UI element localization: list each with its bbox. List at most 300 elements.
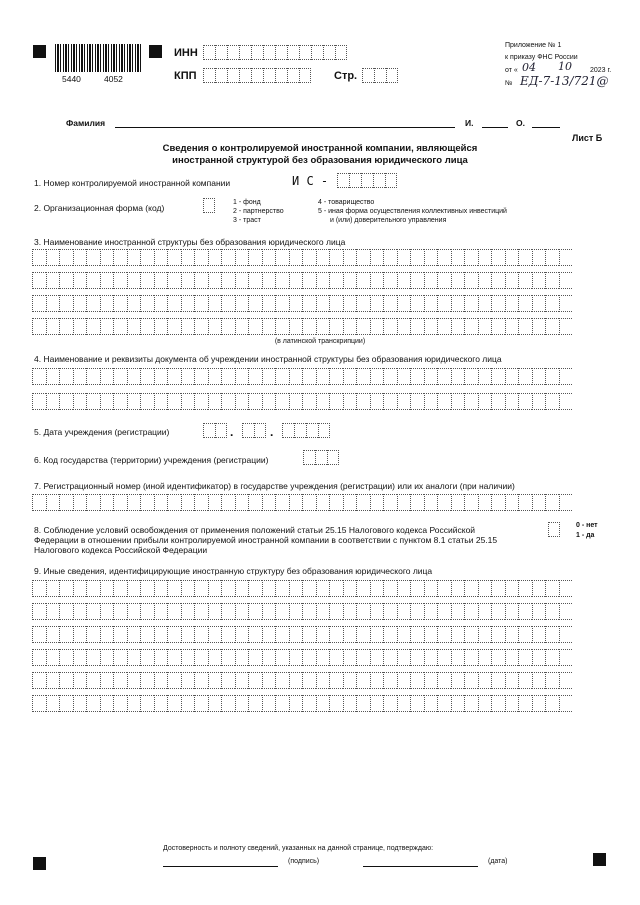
char-cell[interactable] — [262, 649, 276, 666]
char-cell[interactable] — [221, 626, 235, 643]
char-cell[interactable] — [545, 295, 559, 312]
char-cell[interactable] — [370, 626, 384, 643]
char-cell[interactable] — [532, 649, 546, 666]
char-cell[interactable] — [221, 649, 235, 666]
char-cell[interactable] — [275, 580, 289, 597]
char-cell[interactable] — [410, 318, 424, 335]
char-cell[interactable] — [505, 649, 519, 666]
char-cell[interactable] — [113, 672, 127, 689]
char-cell[interactable] — [73, 603, 87, 620]
char-cell[interactable] — [532, 672, 546, 689]
char-cell[interactable] — [289, 695, 303, 712]
char-cell[interactable] — [356, 626, 370, 643]
char-cell[interactable] — [451, 626, 465, 643]
char-cell[interactable] — [464, 249, 478, 266]
char-cell[interactable] — [491, 368, 505, 385]
char-cell[interactable] — [478, 249, 492, 266]
char-cell[interactable] — [248, 249, 262, 266]
char-cell[interactable] — [208, 580, 222, 597]
char-cell[interactable] — [302, 393, 316, 410]
char-cell[interactable] — [275, 603, 289, 620]
char-cell[interactable] — [127, 649, 141, 666]
char-cell[interactable] — [208, 368, 222, 385]
char-cell[interactable] — [46, 368, 60, 385]
char-cell[interactable] — [86, 368, 100, 385]
char-cell[interactable] — [559, 272, 573, 289]
char-cell[interactable] — [410, 672, 424, 689]
char-cell[interactable] — [316, 295, 330, 312]
char-cell[interactable] — [316, 368, 330, 385]
char-cell[interactable] — [437, 318, 451, 335]
char-cell[interactable] — [383, 318, 397, 335]
char-cell[interactable] — [140, 368, 154, 385]
char-cell[interactable] — [181, 295, 195, 312]
char-cell[interactable] — [100, 695, 114, 712]
char-cell[interactable] — [32, 249, 46, 266]
char-cell[interactable] — [316, 393, 330, 410]
char-cell[interactable] — [302, 318, 316, 335]
char-cell[interactable] — [235, 672, 249, 689]
char-cell[interactable] — [248, 318, 262, 335]
char-cell[interactable] — [262, 249, 276, 266]
char-cell[interactable] — [208, 695, 222, 712]
char-cell[interactable] — [491, 393, 505, 410]
char-cell[interactable] — [275, 672, 289, 689]
field9-row5[interactable] — [32, 672, 572, 689]
char-cell[interactable] — [491, 649, 505, 666]
char-cell[interactable] — [410, 393, 424, 410]
char-cell[interactable] — [329, 494, 343, 511]
char-cell[interactable] — [329, 272, 343, 289]
char-cell[interactable] — [194, 368, 208, 385]
char-cell[interactable] — [275, 272, 289, 289]
char-cell[interactable] — [370, 318, 384, 335]
char-cell[interactable] — [181, 272, 195, 289]
char-cell[interactable] — [194, 649, 208, 666]
char-cell[interactable] — [491, 295, 505, 312]
char-cell[interactable] — [154, 393, 168, 410]
char-cell[interactable] — [73, 295, 87, 312]
field3-row1[interactable] — [32, 249, 572, 266]
char-cell[interactable] — [356, 272, 370, 289]
char-cell[interactable] — [343, 494, 357, 511]
char-cell[interactable] — [451, 580, 465, 597]
char-cell[interactable] — [248, 603, 262, 620]
char-cell[interactable] — [46, 494, 60, 511]
char-cell[interactable] — [289, 603, 303, 620]
char-cell[interactable] — [86, 272, 100, 289]
char-cell[interactable] — [59, 295, 73, 312]
char-cell[interactable] — [478, 494, 492, 511]
char-cell[interactable] — [410, 580, 424, 597]
field5-month-cells[interactable] — [242, 423, 266, 438]
char-cell[interactable] — [559, 626, 573, 643]
char-cell[interactable] — [262, 393, 276, 410]
char-cell[interactable] — [559, 695, 573, 712]
char-cell[interactable] — [248, 272, 262, 289]
char-cell[interactable] — [194, 393, 208, 410]
char-cell[interactable] — [343, 318, 357, 335]
char-cell[interactable] — [410, 695, 424, 712]
char-cell[interactable] — [248, 626, 262, 643]
char-cell[interactable] — [451, 295, 465, 312]
char-cell[interactable] — [302, 580, 316, 597]
char-cell[interactable] — [275, 295, 289, 312]
char-cell[interactable] — [424, 272, 438, 289]
char-cell[interactable] — [221, 393, 235, 410]
char-cell[interactable] — [316, 649, 330, 666]
char-cell[interactable] — [154, 580, 168, 597]
char-cell[interactable] — [464, 580, 478, 597]
char-cell[interactable] — [167, 580, 181, 597]
char-cell[interactable] — [478, 626, 492, 643]
char-cell[interactable] — [113, 295, 127, 312]
char-cell[interactable] — [221, 249, 235, 266]
char-cell[interactable] — [559, 393, 573, 410]
char-cell[interactable] — [140, 249, 154, 266]
char-cell[interactable] — [113, 603, 127, 620]
char-cell[interactable] — [46, 580, 60, 597]
char-cell[interactable] — [113, 393, 127, 410]
char-cell[interactable] — [437, 494, 451, 511]
char-cell[interactable] — [424, 672, 438, 689]
char-cell[interactable] — [518, 272, 532, 289]
char-cell[interactable] — [208, 494, 222, 511]
char-cell[interactable] — [46, 672, 60, 689]
char-cell[interactable] — [86, 295, 100, 312]
char-cell[interactable] — [356, 494, 370, 511]
char-cell[interactable] — [289, 368, 303, 385]
char-cell[interactable] — [464, 695, 478, 712]
char-cell[interactable] — [59, 672, 73, 689]
char-cell[interactable] — [370, 695, 384, 712]
char-cell[interactable] — [127, 368, 141, 385]
char-cell[interactable] — [32, 494, 46, 511]
char-cell[interactable] — [235, 368, 249, 385]
char-cell[interactable] — [397, 272, 411, 289]
char-cell[interactable] — [329, 695, 343, 712]
char-cell[interactable] — [424, 580, 438, 597]
char-cell[interactable] — [505, 249, 519, 266]
char-cell[interactable] — [505, 272, 519, 289]
char-cell[interactable] — [46, 318, 60, 335]
char-cell[interactable] — [518, 318, 532, 335]
char-cell[interactable] — [113, 368, 127, 385]
char-cell[interactable] — [113, 695, 127, 712]
char-cell[interactable] — [289, 272, 303, 289]
char-cell[interactable] — [275, 249, 289, 266]
inn-cells[interactable] — [203, 45, 347, 60]
char-cell[interactable] — [86, 672, 100, 689]
char-cell[interactable] — [302, 494, 316, 511]
char-cell[interactable] — [410, 494, 424, 511]
char-cell[interactable] — [154, 368, 168, 385]
char-cell[interactable] — [383, 580, 397, 597]
char-cell[interactable] — [59, 580, 73, 597]
char-cell[interactable] — [127, 494, 141, 511]
char-cell[interactable] — [370, 249, 384, 266]
char-cell[interactable] — [545, 603, 559, 620]
char-cell[interactable] — [532, 626, 546, 643]
char-cell[interactable] — [208, 649, 222, 666]
char-cell[interactable] — [181, 626, 195, 643]
char-cell[interactable] — [86, 603, 100, 620]
char-cell[interactable] — [410, 272, 424, 289]
char-cell[interactable] — [127, 695, 141, 712]
char-cell[interactable] — [545, 626, 559, 643]
char-cell[interactable] — [518, 393, 532, 410]
date-line[interactable] — [363, 866, 478, 867]
char-cell[interactable] — [100, 672, 114, 689]
char-cell[interactable] — [248, 494, 262, 511]
char-cell[interactable] — [383, 295, 397, 312]
char-cell[interactable] — [505, 295, 519, 312]
char-cell[interactable] — [383, 272, 397, 289]
char-cell[interactable] — [275, 494, 289, 511]
char-cell[interactable] — [370, 295, 384, 312]
char-cell[interactable] — [424, 393, 438, 410]
char-cell[interactable] — [59, 393, 73, 410]
char-cell[interactable] — [478, 603, 492, 620]
initial-o-line[interactable] — [532, 127, 560, 128]
char-cell[interactable] — [397, 695, 411, 712]
char-cell[interactable] — [59, 626, 73, 643]
char-cell[interactable] — [559, 649, 573, 666]
char-cell[interactable] — [32, 393, 46, 410]
char-cell[interactable] — [316, 672, 330, 689]
char-cell[interactable] — [518, 626, 532, 643]
char-cell[interactable] — [505, 626, 519, 643]
char-cell[interactable] — [397, 494, 411, 511]
char-cell[interactable] — [208, 295, 222, 312]
char-cell[interactable] — [100, 649, 114, 666]
char-cell[interactable] — [464, 672, 478, 689]
char-cell[interactable] — [302, 295, 316, 312]
char-cell[interactable] — [127, 272, 141, 289]
char-cell[interactable] — [289, 393, 303, 410]
char-cell[interactable] — [73, 368, 87, 385]
char-cell[interactable] — [316, 626, 330, 643]
char-cell[interactable] — [140, 649, 154, 666]
char-cell[interactable] — [532, 295, 546, 312]
char-cell[interactable] — [100, 494, 114, 511]
char-cell[interactable] — [478, 368, 492, 385]
char-cell[interactable] — [208, 626, 222, 643]
char-cell[interactable] — [370, 393, 384, 410]
char-cell[interactable] — [302, 368, 316, 385]
char-cell[interactable] — [275, 695, 289, 712]
char-cell[interactable] — [208, 393, 222, 410]
char-cell[interactable] — [464, 626, 478, 643]
char-cell[interactable] — [478, 672, 492, 689]
char-cell[interactable] — [383, 368, 397, 385]
char-cell[interactable] — [545, 393, 559, 410]
char-cell[interactable] — [181, 249, 195, 266]
char-cell[interactable] — [194, 695, 208, 712]
char-cell[interactable] — [464, 272, 478, 289]
char-cell[interactable] — [437, 368, 451, 385]
char-cell[interactable] — [73, 393, 87, 410]
field7-row1[interactable] — [32, 494, 572, 511]
char-cell[interactable] — [113, 626, 127, 643]
char-cell[interactable] — [235, 295, 249, 312]
char-cell[interactable] — [370, 494, 384, 511]
char-cell[interactable] — [262, 272, 276, 289]
char-cell[interactable] — [127, 249, 141, 266]
char-cell[interactable] — [370, 368, 384, 385]
char-cell[interactable] — [32, 368, 46, 385]
char-cell[interactable] — [532, 272, 546, 289]
field4-row2[interactable] — [32, 393, 572, 410]
field6-cells[interactable] — [303, 450, 339, 465]
char-cell[interactable] — [424, 318, 438, 335]
char-cell[interactable] — [59, 603, 73, 620]
char-cell[interactable] — [289, 318, 303, 335]
char-cell[interactable] — [491, 580, 505, 597]
char-cell[interactable] — [262, 626, 276, 643]
char-cell[interactable] — [343, 695, 357, 712]
char-cell[interactable] — [532, 318, 546, 335]
char-cell[interactable] — [356, 580, 370, 597]
char-cell[interactable] — [275, 649, 289, 666]
char-cell[interactable] — [491, 494, 505, 511]
char-cell[interactable] — [289, 295, 303, 312]
char-cell[interactable] — [154, 626, 168, 643]
char-cell[interactable] — [46, 295, 60, 312]
char-cell[interactable] — [532, 603, 546, 620]
char-cell[interactable] — [329, 318, 343, 335]
char-cell[interactable] — [383, 672, 397, 689]
char-cell[interactable] — [424, 249, 438, 266]
char-cell[interactable] — [167, 603, 181, 620]
char-cell[interactable] — [383, 695, 397, 712]
char-cell[interactable] — [289, 494, 303, 511]
char-cell[interactable] — [451, 272, 465, 289]
char-cell[interactable] — [505, 318, 519, 335]
signature-line[interactable] — [163, 866, 278, 867]
char-cell[interactable] — [343, 580, 357, 597]
char-cell[interactable] — [262, 695, 276, 712]
char-cell[interactable] — [235, 695, 249, 712]
char-cell[interactable] — [410, 295, 424, 312]
char-cell[interactable] — [302, 603, 316, 620]
char-cell[interactable] — [559, 672, 573, 689]
char-cell[interactable] — [397, 368, 411, 385]
char-cell[interactable] — [194, 295, 208, 312]
char-cell[interactable] — [248, 580, 262, 597]
char-cell[interactable] — [559, 580, 573, 597]
char-cell[interactable] — [73, 249, 87, 266]
char-cell[interactable] — [478, 649, 492, 666]
char-cell[interactable] — [464, 603, 478, 620]
char-cell[interactable] — [262, 368, 276, 385]
char-cell[interactable] — [397, 603, 411, 620]
char-cell[interactable] — [302, 626, 316, 643]
char-cell[interactable] — [329, 368, 343, 385]
char-cell[interactable] — [140, 603, 154, 620]
char-cell[interactable] — [113, 249, 127, 266]
char-cell[interactable] — [424, 494, 438, 511]
char-cell[interactable] — [59, 494, 73, 511]
field4-row1[interactable] — [32, 368, 572, 385]
char-cell[interactable] — [518, 494, 532, 511]
char-cell[interactable] — [451, 649, 465, 666]
char-cell[interactable] — [451, 672, 465, 689]
char-cell[interactable] — [505, 695, 519, 712]
char-cell[interactable] — [86, 393, 100, 410]
char-cell[interactable] — [289, 249, 303, 266]
char-cell[interactable] — [397, 649, 411, 666]
char-cell[interactable] — [437, 295, 451, 312]
char-cell[interactable] — [532, 249, 546, 266]
char-cell[interactable] — [397, 295, 411, 312]
char-cell[interactable] — [545, 695, 559, 712]
char-cell[interactable] — [545, 368, 559, 385]
char-cell[interactable] — [518, 249, 532, 266]
char-cell[interactable] — [73, 626, 87, 643]
char-cell[interactable] — [73, 494, 87, 511]
char-cell[interactable] — [181, 603, 195, 620]
char-cell[interactable] — [275, 318, 289, 335]
char-cell[interactable] — [289, 580, 303, 597]
char-cell[interactable] — [100, 368, 114, 385]
char-cell[interactable] — [545, 649, 559, 666]
char-cell[interactable] — [559, 368, 573, 385]
char-cell[interactable] — [46, 249, 60, 266]
char-cell[interactable] — [167, 494, 181, 511]
char-cell[interactable] — [302, 649, 316, 666]
char-cell[interactable] — [370, 672, 384, 689]
char-cell[interactable] — [518, 695, 532, 712]
char-cell[interactable] — [343, 295, 357, 312]
char-cell[interactable] — [194, 494, 208, 511]
char-cell[interactable] — [316, 272, 330, 289]
char-cell[interactable] — [127, 672, 141, 689]
char-cell[interactable] — [154, 672, 168, 689]
char-cell[interactable] — [100, 603, 114, 620]
char-cell[interactable] — [532, 494, 546, 511]
char-cell[interactable] — [140, 672, 154, 689]
char-cell[interactable] — [73, 672, 87, 689]
char-cell[interactable] — [194, 318, 208, 335]
char-cell[interactable] — [505, 672, 519, 689]
char-cell[interactable] — [73, 580, 87, 597]
char-cell[interactable] — [451, 603, 465, 620]
char-cell[interactable] — [235, 494, 249, 511]
char-cell[interactable] — [73, 318, 87, 335]
char-cell[interactable] — [505, 368, 519, 385]
char-cell[interactable] — [73, 649, 87, 666]
char-cell[interactable] — [181, 695, 195, 712]
char-cell[interactable] — [86, 494, 100, 511]
char-cell[interactable] — [140, 272, 154, 289]
char-cell[interactable] — [181, 318, 195, 335]
char-cell[interactable] — [491, 695, 505, 712]
char-cell[interactable] — [383, 626, 397, 643]
surname-line[interactable] — [115, 127, 455, 128]
char-cell[interactable] — [302, 249, 316, 266]
char-cell[interactable] — [532, 695, 546, 712]
char-cell[interactable] — [545, 272, 559, 289]
char-cell[interactable] — [100, 249, 114, 266]
char-cell[interactable] — [559, 603, 573, 620]
char-cell[interactable] — [154, 603, 168, 620]
char-cell[interactable] — [32, 580, 46, 597]
char-cell[interactable] — [59, 249, 73, 266]
char-cell[interactable] — [262, 580, 276, 597]
char-cell[interactable] — [181, 649, 195, 666]
char-cell[interactable] — [181, 393, 195, 410]
